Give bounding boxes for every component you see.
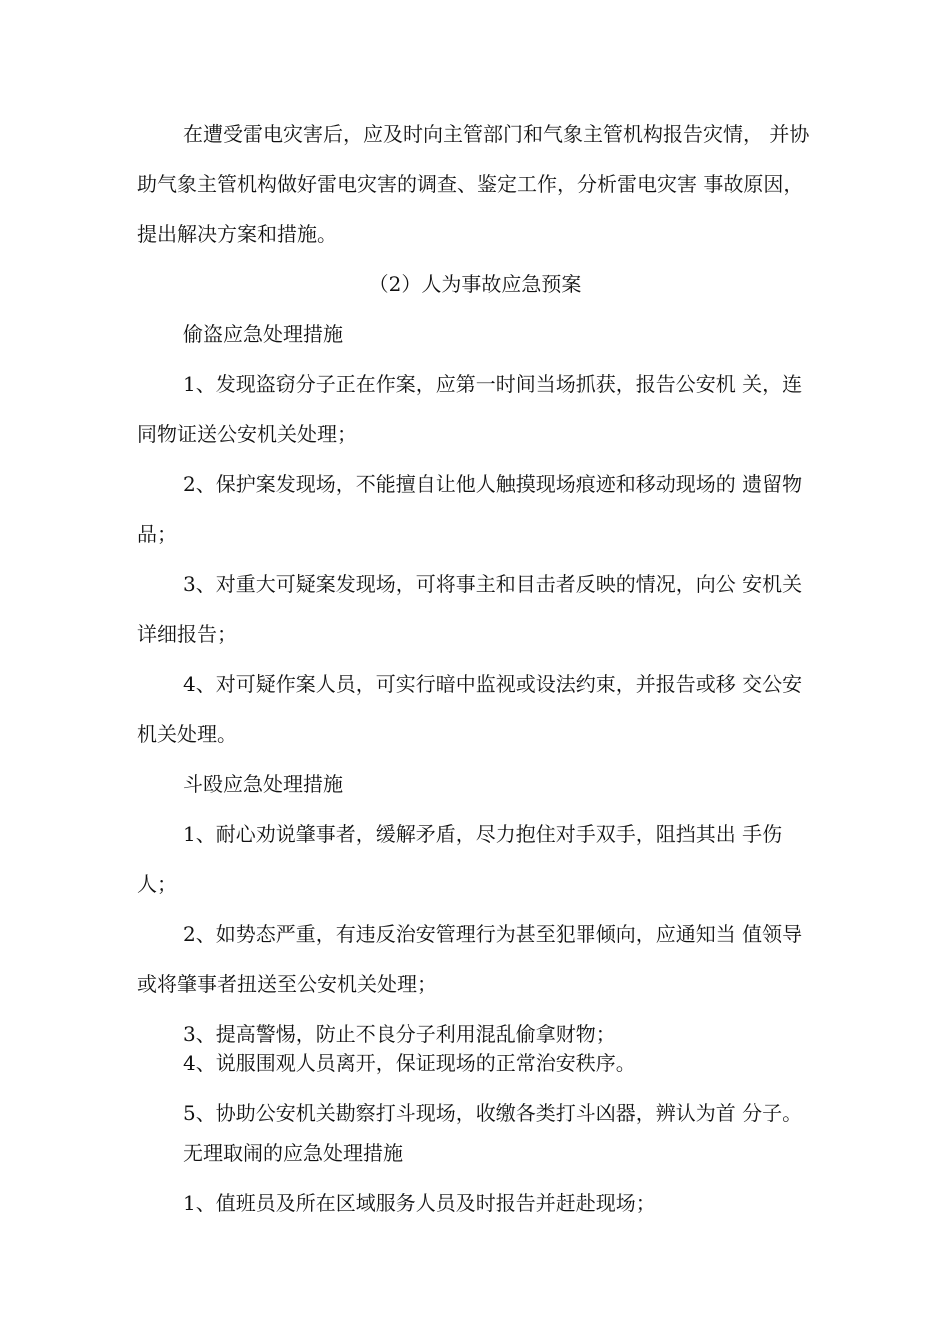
paragraph-line: 4、对可疑作案人员，可实行暗中监视或设法约束，并报告或移 交公安 bbox=[183, 672, 803, 696]
paragraph-line: 2、保护案发现场，不能擅自让他人触摸现场痕迹和移动现场的 遗留物 bbox=[183, 472, 803, 496]
paragraph-line: 4、说服围观人员离开，保证现场的正常治安秩序。 bbox=[183, 1051, 636, 1075]
paragraph-line: 助气象主管机构做好雷电灾害的调查、鉴定工作，分析雷电灾害 事故原因， bbox=[137, 172, 804, 196]
paragraph-line: 详细报告； bbox=[137, 622, 237, 646]
paragraph-line: 人； bbox=[137, 872, 177, 896]
subsection-heading: 无理取闹的应急处理措施 bbox=[183, 1141, 403, 1165]
subsection-heading: 斗殴应急处理措施 bbox=[183, 772, 343, 796]
paragraph-line: 1、发现盗窃分子正在作案，应第一时间当场抓获，报告公安机 关，连 bbox=[183, 372, 803, 396]
paragraph-line: 2、如势态严重，有违反治安管理行为甚至犯罪倾向，应通知当 值领导 bbox=[183, 922, 803, 946]
paragraph-line: 机关处理。 bbox=[137, 722, 237, 746]
paragraph-line: 3、提高警惕，防止不良分子利用混乱偷拿财物； bbox=[183, 1022, 616, 1046]
paragraph-line: 1、值班员及所在区域服务人员及时报告并赶赴现场； bbox=[183, 1191, 656, 1215]
paragraph-line: 3、对重大可疑案发现场，可将事主和目击者反映的情况，向公 安机关 bbox=[183, 572, 803, 596]
paragraph-line: 或将肇事者扭送至公安机关处理； bbox=[137, 972, 437, 996]
subsection-heading: 偷盗应急处理措施 bbox=[183, 322, 343, 346]
paragraph-line: 提出解决方案和措施。 bbox=[137, 222, 337, 246]
paragraph-line: 品； bbox=[137, 522, 177, 546]
paragraph-line: 同物证送公安机关处理； bbox=[137, 422, 357, 446]
section-heading: （2）人为事故应急预案 bbox=[368, 272, 582, 296]
paragraph-line: 5、协助公安机关勘察打斗现场，收缴各类打斗凶器，辨认为首 分子。 bbox=[183, 1101, 803, 1125]
paragraph-line: 1、耐心劝说肇事者，缓解矛盾，尽力抱住对手双手，阻挡其出 手伤 bbox=[183, 822, 783, 846]
paragraph-line: 在遭受雷电灾害后，应及时向主管部门和气象主管机构报告灾情， 并协 bbox=[183, 122, 810, 146]
